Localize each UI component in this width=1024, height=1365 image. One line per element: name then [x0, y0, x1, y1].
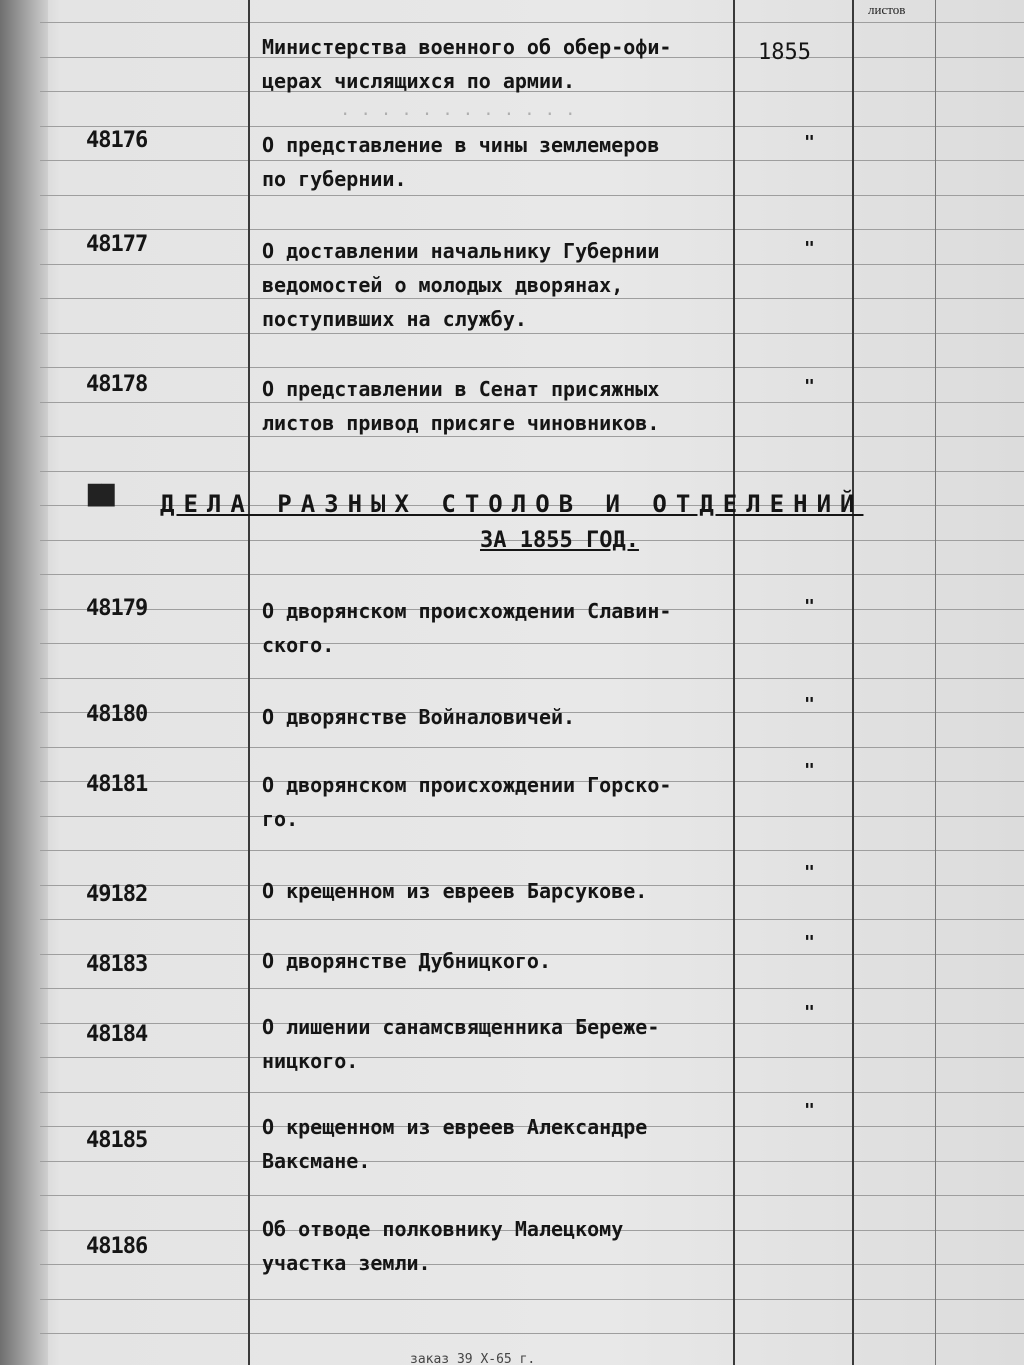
rule-line: [40, 574, 1024, 575]
rule-line: [40, 1333, 1024, 1334]
column-line-sheets: [852, 0, 854, 1365]
entry-number: 48177: [86, 232, 148, 257]
entry-title: О доставлении начальнику Губернии ведомостей о молодых дворянах, поступивших на службу.: [262, 239, 660, 331]
entry-number: 48184: [86, 1022, 148, 1047]
entry-number: 48178: [86, 372, 148, 397]
entry-year: 1855: [758, 40, 811, 65]
crossed-out-number: ▇▇: [88, 482, 115, 507]
entry-title: О лишении санамсвященника Береже- ницкого.: [262, 1015, 660, 1073]
rule-line: [40, 1195, 1024, 1196]
ditto-mark: ": [804, 694, 815, 715]
entry-title: О дворянском происхождении Горско- го.: [262, 773, 672, 831]
entry-number: 48179: [86, 596, 148, 621]
column-line-title: [248, 0, 250, 1365]
sheets-column-header: листов: [868, 2, 906, 17]
entry-number: 48180: [86, 702, 148, 727]
rule-line: [40, 1092, 1024, 1093]
rule-line: [40, 471, 1024, 472]
entry-title: О представлении в Сенат присяжных листов привод присяге чиновников.: [262, 377, 660, 435]
entry-number: 48181: [86, 772, 148, 797]
entry-number: 49182: [86, 882, 148, 907]
rule-line: [40, 22, 1024, 23]
rule-line: [40, 229, 1024, 230]
entry-title: О дворянстве Дубницкого.: [262, 949, 551, 973]
ditto-mark: ": [804, 132, 815, 153]
entry-number: 48176: [86, 128, 148, 153]
rule-line: [40, 678, 1024, 679]
rule-line: [40, 988, 1024, 989]
rule-line: [40, 126, 1024, 127]
ditto-mark: ": [804, 760, 815, 781]
ditto-mark: ": [804, 932, 815, 953]
ditto-mark: ": [804, 376, 815, 397]
entry-number: 48185: [86, 1128, 148, 1153]
rule-line: [40, 747, 1024, 748]
entry-number: 48183: [86, 952, 148, 977]
entry-title: О крещенном из евреев Барсукове.: [262, 879, 648, 903]
rule-line: [40, 919, 1024, 920]
ditto-mark: ": [804, 1100, 815, 1121]
rule-line: [40, 850, 1024, 851]
entry-title: Об отводе полковнику Малецкому участка земли.: [262, 1217, 624, 1275]
entry-title: О дворянстве Войналовичей.: [262, 705, 576, 729]
rule-line: [40, 1299, 1024, 1300]
entry-title: О крещенном из евреев Александре Ваксмане.: [262, 1115, 648, 1173]
entry-title: О представление в чины землемеров по губернии.: [262, 133, 660, 191]
ditto-mark: ": [804, 596, 815, 617]
bleed-through-text: . . . . . . . . . . . .: [340, 100, 576, 120]
ditto-mark: ": [804, 238, 815, 259]
entry-title: О дворянском происхождении Славин- ского.: [262, 599, 672, 657]
section-heading: ДЕЛА РАЗНЫХ СТОЛОВ И ОТДЕЛЕНИЙ: [160, 490, 864, 518]
entry-title: Министерства военного об обер-офи- церах числящихся по армии.: [262, 35, 672, 93]
section-subheading: ЗА 1855 ГОД.: [480, 528, 639, 553]
rule-line: [40, 367, 1024, 368]
ditto-mark: ": [804, 862, 815, 883]
entry-number: 48186: [86, 1234, 148, 1259]
page-footer: заказ 39 Х-65 г.: [410, 1352, 536, 1365]
column-line-right: [935, 0, 936, 1365]
ditto-mark: ": [804, 1002, 815, 1023]
